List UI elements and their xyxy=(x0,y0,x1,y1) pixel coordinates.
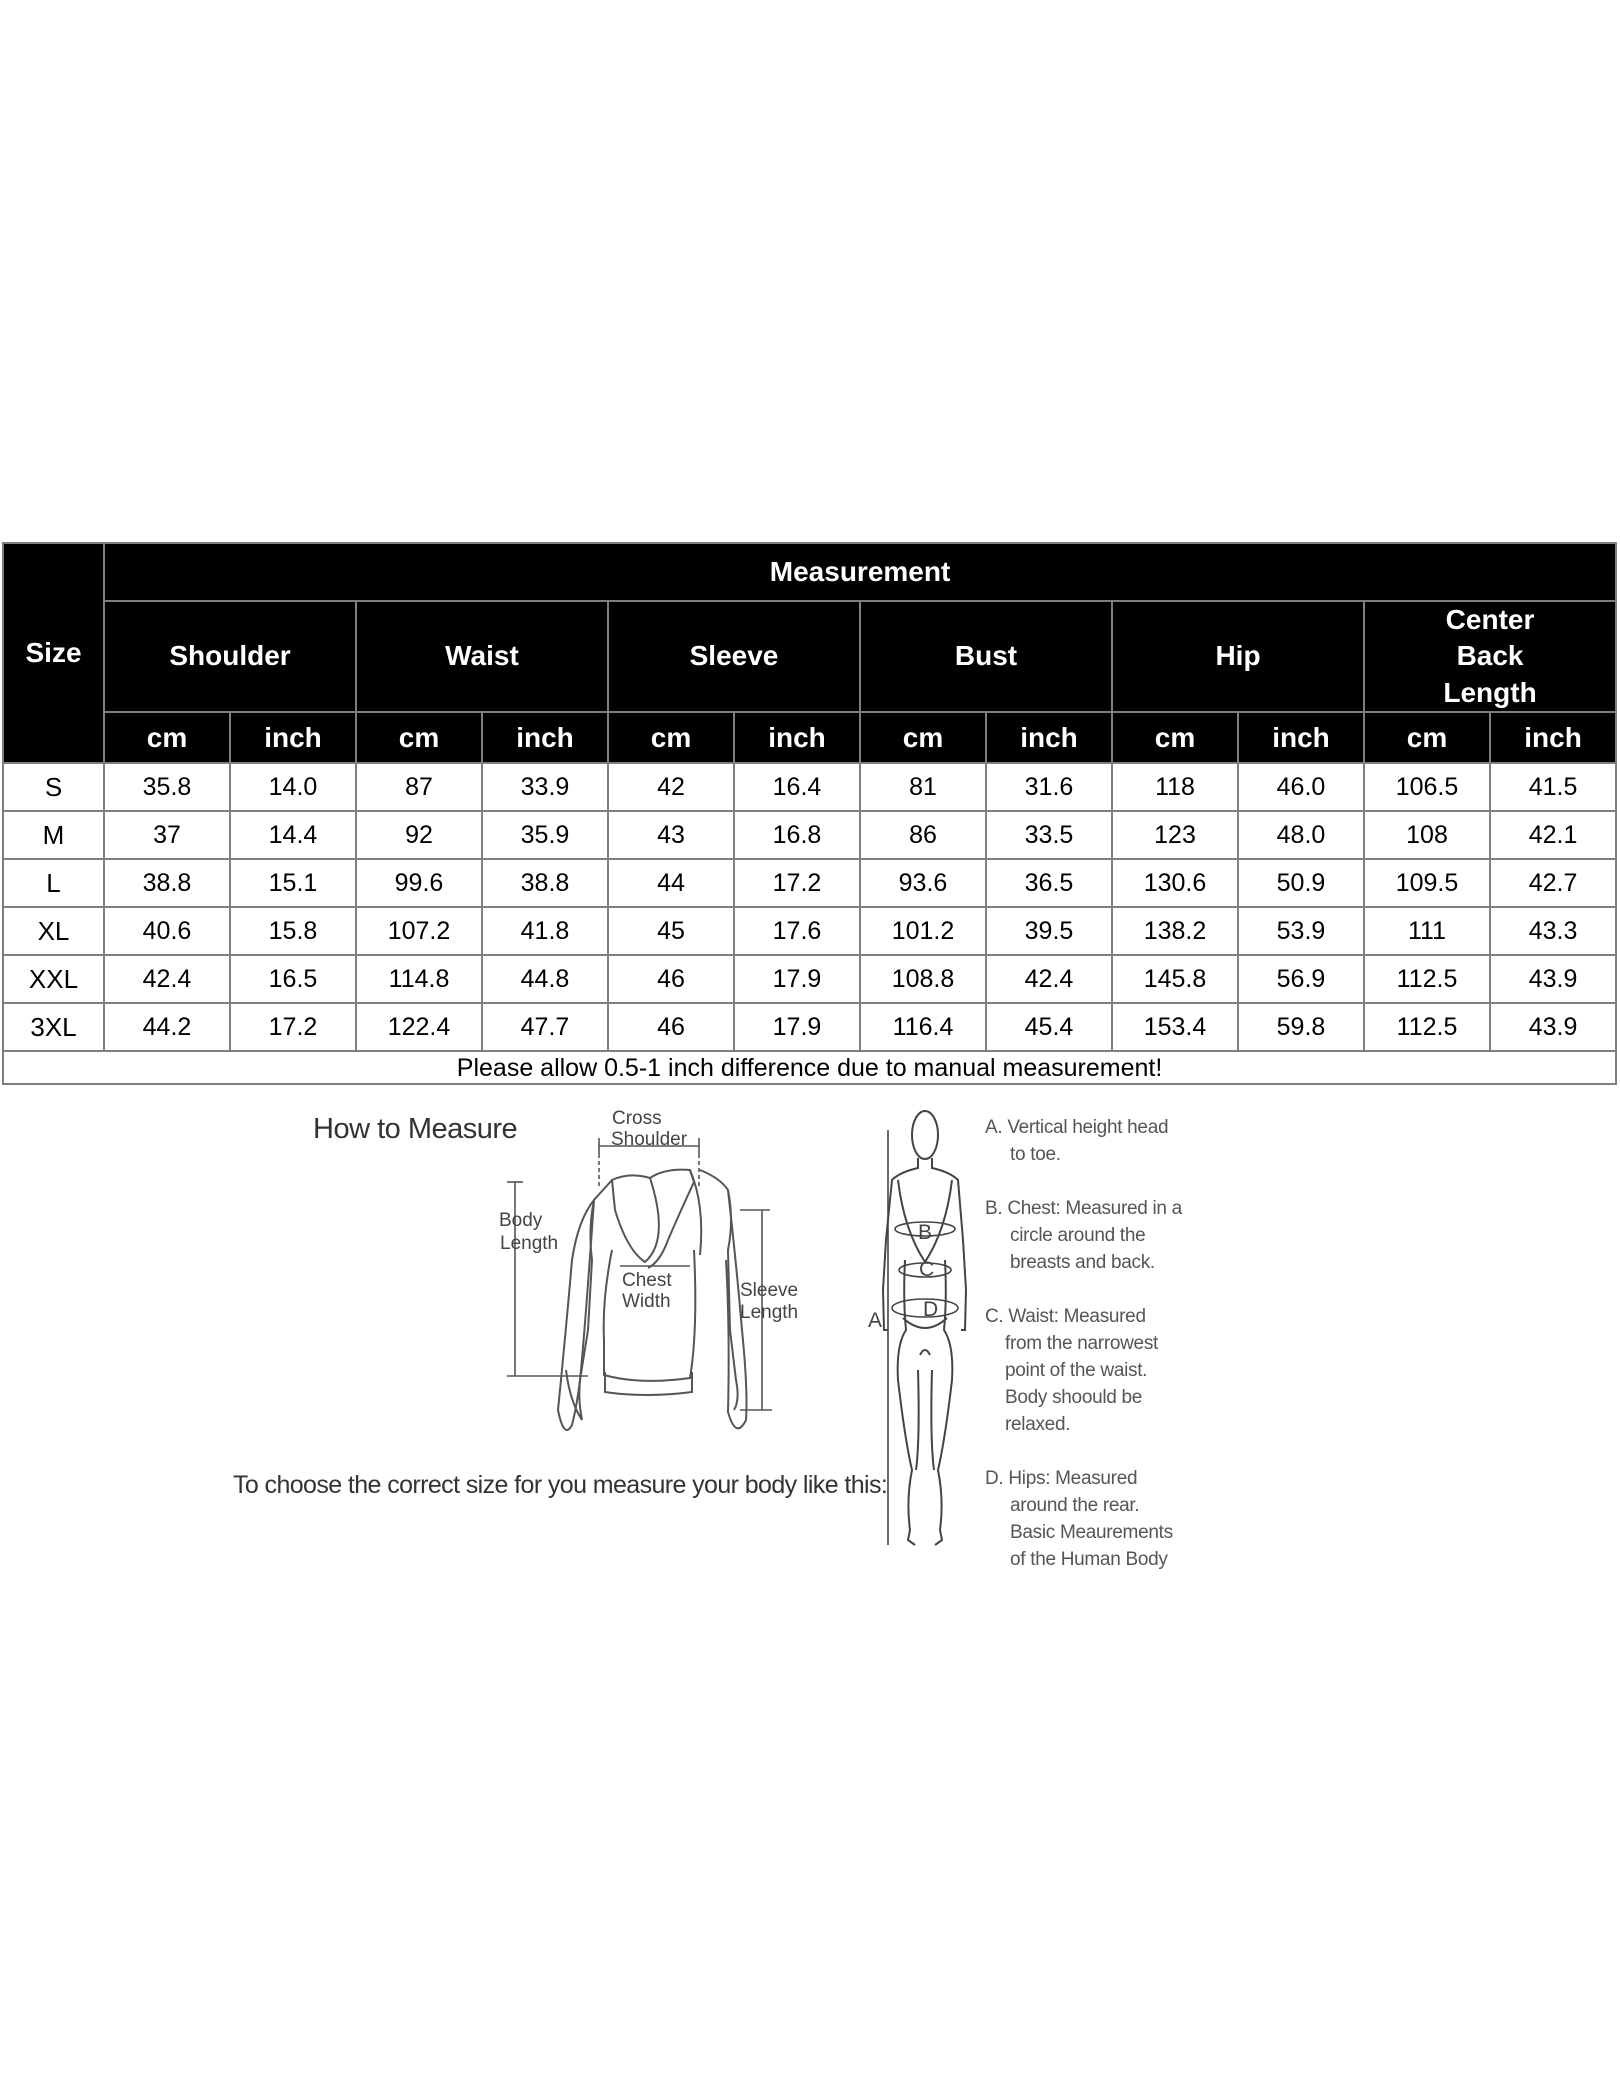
value-cell: 46.0 xyxy=(1238,763,1364,811)
unit-header-cm: cm xyxy=(1364,712,1490,763)
value-cell: 111 xyxy=(1364,907,1490,955)
legend-b xyxy=(985,1195,1245,1276)
value-cell: 37 xyxy=(104,811,230,859)
value-cell: 47.7 xyxy=(482,1003,608,1051)
legend-d-line: around the rear. xyxy=(1010,1495,1140,1516)
value-cell: 45.4 xyxy=(986,1003,1112,1051)
value-cell: 92 xyxy=(356,811,482,859)
value-cell: 118 xyxy=(1112,763,1238,811)
value-cell: 87 xyxy=(356,763,482,811)
measurement-note: Please allow 0.5-1 inch difference due to manual measurement! xyxy=(3,1051,1616,1084)
value-cell: 16.8 xyxy=(734,811,860,859)
value-cell: 108 xyxy=(1364,811,1490,859)
unit-header-cm: cm xyxy=(356,712,482,763)
value-cell: 46 xyxy=(608,955,734,1003)
unit-header-cm: cm xyxy=(1112,712,1238,763)
table-row xyxy=(3,763,1616,811)
value-cell: 39.5 xyxy=(986,907,1112,955)
label-sleeve-length-2: Length xyxy=(740,1302,799,1323)
value-cell: 50.9 xyxy=(1238,859,1364,907)
value-cell: 42.4 xyxy=(104,955,230,1003)
choose-size-instruction: To choose the correct size for you measure your body like this: xyxy=(233,1471,888,1499)
value-cell: 42 xyxy=(608,763,734,811)
value-cell: 14.4 xyxy=(230,811,356,859)
value-cell: 17.6 xyxy=(734,907,860,955)
value-cell: 116.4 xyxy=(860,1003,986,1051)
value-cell: 17.2 xyxy=(734,859,860,907)
value-cell: 109.5 xyxy=(1364,859,1490,907)
value-cell: 42.1 xyxy=(1490,811,1616,859)
value-cell: 38.8 xyxy=(482,859,608,907)
unit-header-inch: inch xyxy=(734,712,860,763)
group-header-waist: Waist xyxy=(356,601,608,712)
legend-c-line: C. Waist: Measured xyxy=(985,1306,1146,1327)
value-cell: 43.9 xyxy=(1490,955,1616,1003)
body-figure xyxy=(883,1111,966,1545)
legend-a-line: to toe. xyxy=(1010,1144,1061,1165)
value-cell: 53.9 xyxy=(1238,907,1364,955)
value-cell: 123 xyxy=(1112,811,1238,859)
value-cell: 35.8 xyxy=(104,763,230,811)
unit-header-cm: cm xyxy=(608,712,734,763)
size-cell: XXL xyxy=(3,955,104,1003)
value-cell: 15.8 xyxy=(230,907,356,955)
group-header-hip: Hip xyxy=(1112,601,1364,712)
value-cell: 17.9 xyxy=(734,1003,860,1051)
value-cell: 43.3 xyxy=(1490,907,1616,955)
value-cell: 56.9 xyxy=(1238,955,1364,1003)
table-row xyxy=(3,859,1616,907)
value-cell: 45 xyxy=(608,907,734,955)
value-cell: 114.8 xyxy=(356,955,482,1003)
value-cell: 31.6 xyxy=(986,763,1112,811)
value-cell: 44 xyxy=(608,859,734,907)
letter-a: A xyxy=(868,1309,883,1332)
value-cell: 15.1 xyxy=(230,859,356,907)
how-to-measure-title: How to Measure xyxy=(313,1113,518,1145)
dimension-lines xyxy=(507,1138,772,1410)
value-cell: 44.2 xyxy=(104,1003,230,1051)
value-cell: 153.4 xyxy=(1112,1003,1238,1051)
measurement-header: Measurement xyxy=(104,543,1616,601)
value-cell: 42.4 xyxy=(986,955,1112,1003)
table-row xyxy=(3,955,1616,1003)
value-cell: 42.7 xyxy=(1490,859,1616,907)
unit-header-inch: inch xyxy=(230,712,356,763)
value-cell: 40.6 xyxy=(104,907,230,955)
value-cell: 43 xyxy=(608,811,734,859)
value-cell: 145.8 xyxy=(1112,955,1238,1003)
legend-a-line: A. Vertical height head xyxy=(985,1117,1169,1138)
table-row xyxy=(3,907,1616,955)
value-cell: 81 xyxy=(860,763,986,811)
legend-b-line: B. Chest: Measured in a xyxy=(985,1198,1182,1219)
unit-header-cm: cm xyxy=(860,712,986,763)
legend-a xyxy=(985,1114,1245,1168)
value-cell: 122.4 xyxy=(356,1003,482,1051)
letter-d: D xyxy=(923,1298,939,1321)
letter-b: B xyxy=(918,1221,933,1244)
center-back-length-label: Center Back Length xyxy=(1443,604,1537,708)
size-header: Size xyxy=(3,543,104,763)
value-cell: 17.2 xyxy=(230,1003,356,1051)
legend-d-line: Basic Meaurements xyxy=(1010,1522,1173,1543)
value-cell: 35.9 xyxy=(482,811,608,859)
label-cross-shoulder-2: Shoulder xyxy=(611,1129,688,1150)
value-cell: 106.5 xyxy=(1364,763,1490,811)
legend-d-line: D. Hips: Measured xyxy=(985,1468,1138,1489)
value-cell: 33.5 xyxy=(986,811,1112,859)
group-header-bust: Bust xyxy=(860,601,1112,712)
group-header-shoulder: Shoulder xyxy=(104,601,356,712)
legend-c-line: Body shoould be xyxy=(1005,1387,1143,1408)
label-body-length-2: Length xyxy=(500,1233,559,1254)
size-cell: M xyxy=(3,811,104,859)
legend-c-line: relaxed. xyxy=(1005,1414,1071,1435)
value-cell: 138.2 xyxy=(1112,907,1238,955)
size-cell: XL xyxy=(3,907,104,955)
size-cell: S xyxy=(3,763,104,811)
value-cell: 112.5 xyxy=(1364,1003,1490,1051)
legend-b-line: circle around the xyxy=(1010,1225,1146,1246)
value-cell: 41.8 xyxy=(482,907,608,955)
body-measure-lines xyxy=(888,1130,958,1545)
legend-b-line: breasts and back. xyxy=(1010,1252,1155,1273)
legend-c-line: point of the waist. xyxy=(1005,1360,1148,1381)
legend-d-line: of the Human Body xyxy=(1010,1549,1168,1570)
size-cell: 3XL xyxy=(3,1003,104,1051)
value-cell: 36.5 xyxy=(986,859,1112,907)
value-cell: 101.2 xyxy=(860,907,986,955)
legend-c-line: from the narrowest xyxy=(1005,1333,1158,1354)
body-letters xyxy=(868,1221,938,1332)
size-chart-table xyxy=(2,542,1617,1085)
value-cell: 33.9 xyxy=(482,763,608,811)
letter-c: C xyxy=(919,1258,935,1281)
value-cell: 38.8 xyxy=(104,859,230,907)
value-cell: 108.8 xyxy=(860,955,986,1003)
unit-header-inch: inch xyxy=(482,712,608,763)
label-sleeve-length-1: Sleeve xyxy=(740,1280,799,1301)
value-cell: 112.5 xyxy=(1364,955,1490,1003)
label-body-length-1: Body xyxy=(499,1210,543,1231)
legend-c xyxy=(985,1303,1245,1438)
group-header-center-back-length xyxy=(1364,601,1616,712)
value-cell: 59.8 xyxy=(1238,1003,1364,1051)
value-cell: 14.0 xyxy=(230,763,356,811)
unit-header-inch: inch xyxy=(1238,712,1364,763)
value-cell: 16.4 xyxy=(734,763,860,811)
label-chest-width-2: Width xyxy=(622,1291,671,1312)
shirt-illustration xyxy=(558,1170,747,1430)
value-cell: 43.9 xyxy=(1490,1003,1616,1051)
table-row xyxy=(3,811,1616,859)
size-cell: L xyxy=(3,859,104,907)
unit-header-inch: inch xyxy=(1490,712,1616,763)
value-cell: 99.6 xyxy=(356,859,482,907)
group-header-sleeve: Sleeve xyxy=(608,601,860,712)
unit-header-cm: cm xyxy=(104,712,230,763)
unit-header-inch: inch xyxy=(986,712,1112,763)
label-cross-shoulder-1: Cross xyxy=(612,1108,662,1129)
value-cell: 86 xyxy=(860,811,986,859)
value-cell: 48.0 xyxy=(1238,811,1364,859)
value-cell: 44.8 xyxy=(482,955,608,1003)
legend-d xyxy=(985,1465,1245,1573)
value-cell: 93.6 xyxy=(860,859,986,907)
value-cell: 17.9 xyxy=(734,955,860,1003)
value-cell: 107.2 xyxy=(356,907,482,955)
value-cell: 16.5 xyxy=(230,955,356,1003)
value-cell: 41.5 xyxy=(1490,763,1616,811)
value-cell: 46 xyxy=(608,1003,734,1051)
label-chest-width-1: Chest xyxy=(622,1270,672,1291)
table-row xyxy=(3,1003,1616,1051)
shirt-labels xyxy=(499,1108,798,1323)
value-cell: 130.6 xyxy=(1112,859,1238,907)
